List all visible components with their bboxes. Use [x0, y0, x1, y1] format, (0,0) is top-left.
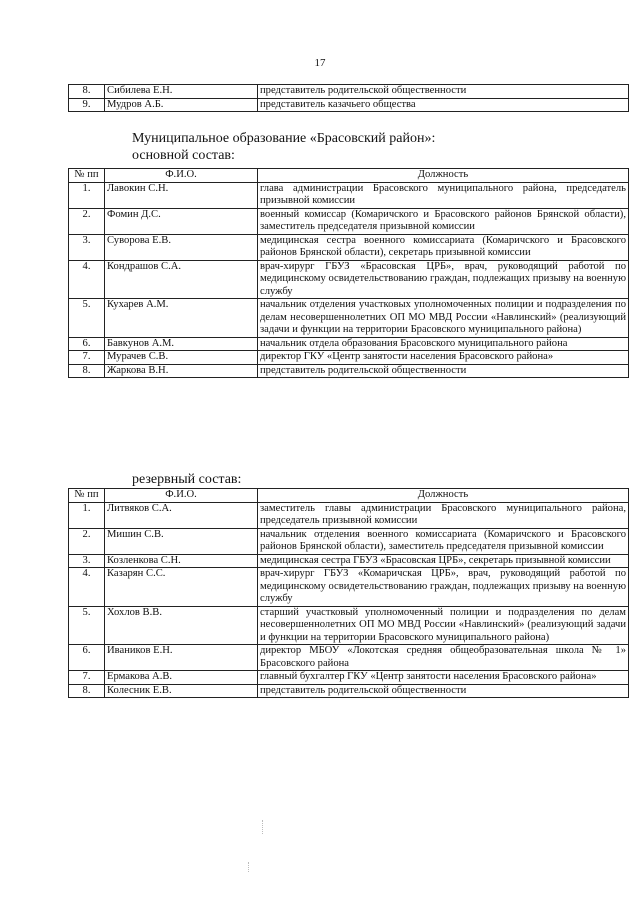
- row-number: 1.: [69, 182, 105, 208]
- member-position: начальник отдела образования Брасовского муниципального района: [258, 337, 629, 351]
- scan-mark: [262, 820, 263, 834]
- row-number: 2.: [69, 528, 105, 554]
- row-number: 7.: [69, 671, 105, 685]
- row-number: 6.: [69, 337, 105, 351]
- member-name: Козленкова С.Н.: [105, 554, 258, 568]
- table-row: [69, 337, 629, 351]
- member-name: Сибилева Е.Н.: [105, 85, 258, 99]
- member-position: представитель казачьего общества: [258, 98, 629, 112]
- member-name: Иваников Е.Н.: [105, 645, 258, 671]
- row-number: 1.: [69, 502, 105, 528]
- row-number: 6.: [69, 645, 105, 671]
- member-name: Литвяков С.А.: [105, 502, 258, 528]
- member-position: врач-хирург ГБУЗ «Брасовская ЦРБ», врач, руководящий работой по медицинскому освидетельствованию граждан, подлежащих призыву на военную службу: [258, 260, 629, 299]
- main-composition-table: [68, 168, 629, 378]
- member-position: представитель родительской общественности: [258, 85, 629, 99]
- main-composition-label: основной состав:: [132, 148, 235, 163]
- header-position: Должность: [258, 489, 629, 503]
- member-name: Казарян С.С.: [105, 568, 258, 607]
- member-position: начальник отделения военного комиссариата (Комаричского и Брасовского районов Брянской области), заместитель председателя призывной комиссии: [258, 528, 629, 554]
- member-position: медицинская сестра ГБУЗ «Брасовская ЦРБ», секретарь призывной комиссии: [258, 554, 629, 568]
- header-num: № пп: [69, 169, 105, 183]
- member-position: глава администрации Брасовского муниципального района, председатель призывной комиссии: [258, 182, 629, 208]
- table-row: [69, 528, 629, 554]
- member-position: директор МБОУ «Локотская средняя общеобразовательная школа № 1» Брасовского района: [258, 645, 629, 671]
- table-row: [69, 606, 629, 645]
- member-position: представитель родительской общественности: [258, 364, 629, 378]
- table-row: [69, 502, 629, 528]
- header-position: Должность: [258, 169, 629, 183]
- member-name: Мишин С.В.: [105, 528, 258, 554]
- member-name: Суворова Е.В.: [105, 234, 258, 260]
- member-name: Лавокин С.Н.: [105, 182, 258, 208]
- table-row: [69, 234, 629, 260]
- table-row: [69, 364, 629, 378]
- table-row: [69, 645, 629, 671]
- member-name: Кондрашов С.А.: [105, 260, 258, 299]
- reserve-composition-body: [69, 502, 629, 698]
- row-number: 3.: [69, 554, 105, 568]
- member-position: медицинская сестра военного комиссариата (Комаричского и Брасовского районов Брянской области), секретарь призывной комиссии: [258, 234, 629, 260]
- table-header-row: [69, 489, 629, 503]
- row-number: 2.: [69, 208, 105, 234]
- member-name: Ермакова А.В.: [105, 671, 258, 685]
- table-row: [69, 684, 629, 698]
- member-name: Мурачев С.В.: [105, 351, 258, 365]
- table-row: [69, 351, 629, 365]
- member-position: заместитель главы администрации Брасовского муниципального района, председатель призывной комиссии: [258, 502, 629, 528]
- previous-commission-body: [69, 85, 629, 112]
- table-row: [69, 554, 629, 568]
- main-composition-body: [69, 182, 629, 378]
- reserve-composition-table: [68, 488, 629, 698]
- row-number: 7.: [69, 351, 105, 365]
- row-number: 5.: [69, 606, 105, 645]
- table-header-row: [69, 169, 629, 183]
- row-number: 8.: [69, 684, 105, 698]
- table-row: [69, 98, 629, 112]
- member-name: Хохлов В.В.: [105, 606, 258, 645]
- reserve-composition-label: резервный состав:: [132, 472, 242, 487]
- row-number: 8.: [69, 85, 105, 99]
- member-position: главный бухгалтер ГКУ «Центр занятости населения Брасовского района»: [258, 671, 629, 685]
- member-name: Кухарев А.М.: [105, 299, 258, 338]
- row-number: 4.: [69, 568, 105, 607]
- previous-commission-table: [68, 84, 629, 112]
- header-num: № пп: [69, 489, 105, 503]
- member-position: директор ГКУ «Центр занятости населения Брасовского района»: [258, 351, 629, 365]
- header-name: Ф.И.О.: [105, 489, 258, 503]
- member-position: старший участковый уполномоченный полиции и подразделения по делам несовершеннолетних ОП МО МВД России «Навлинский» (реализующий задачи и функции на территории Брасовского муниципального района): [258, 606, 629, 645]
- table-row: [69, 568, 629, 607]
- table-row: [69, 299, 629, 338]
- member-name: Жаркова В.Н.: [105, 364, 258, 378]
- row-number: 8.: [69, 364, 105, 378]
- header-name: Ф.И.О.: [105, 169, 258, 183]
- row-number: 3.: [69, 234, 105, 260]
- scan-mark: [248, 862, 249, 872]
- row-number: 4.: [69, 260, 105, 299]
- member-position: начальник отделения участковых уполномоченных полиции и подразделения по делам несовершеннолетних ОП МО МВД России «Навлинский» (реализующий задачи и функции на территории Брасовского муниципального района): [258, 299, 629, 338]
- table-row: [69, 260, 629, 299]
- member-position: врач-хирург ГБУЗ «Комаричская ЦРБ», врач, руководящий работой по медицинскому освидетельствованию граждан, подлежащих призыву на военную службу: [258, 568, 629, 607]
- table-row: [69, 85, 629, 99]
- member-name: Колесник Е.В.: [105, 684, 258, 698]
- page-number: 17: [314, 57, 326, 69]
- table-row: [69, 671, 629, 685]
- table-row: [69, 208, 629, 234]
- table-row: [69, 182, 629, 208]
- municipality-title: Муниципальное образование «Брасовский район»:: [132, 131, 436, 146]
- member-name: Бавкунов А.М.: [105, 337, 258, 351]
- row-number: 9.: [69, 98, 105, 112]
- member-name: Фомин Д.С.: [105, 208, 258, 234]
- member-position: представитель родительской общественности: [258, 684, 629, 698]
- member-name: Мудров А.Б.: [105, 98, 258, 112]
- member-position: военный комиссар (Комаричского и Брасовского районов Брянской области), заместитель председателя призывной комиссии: [258, 208, 629, 234]
- row-number: 5.: [69, 299, 105, 338]
